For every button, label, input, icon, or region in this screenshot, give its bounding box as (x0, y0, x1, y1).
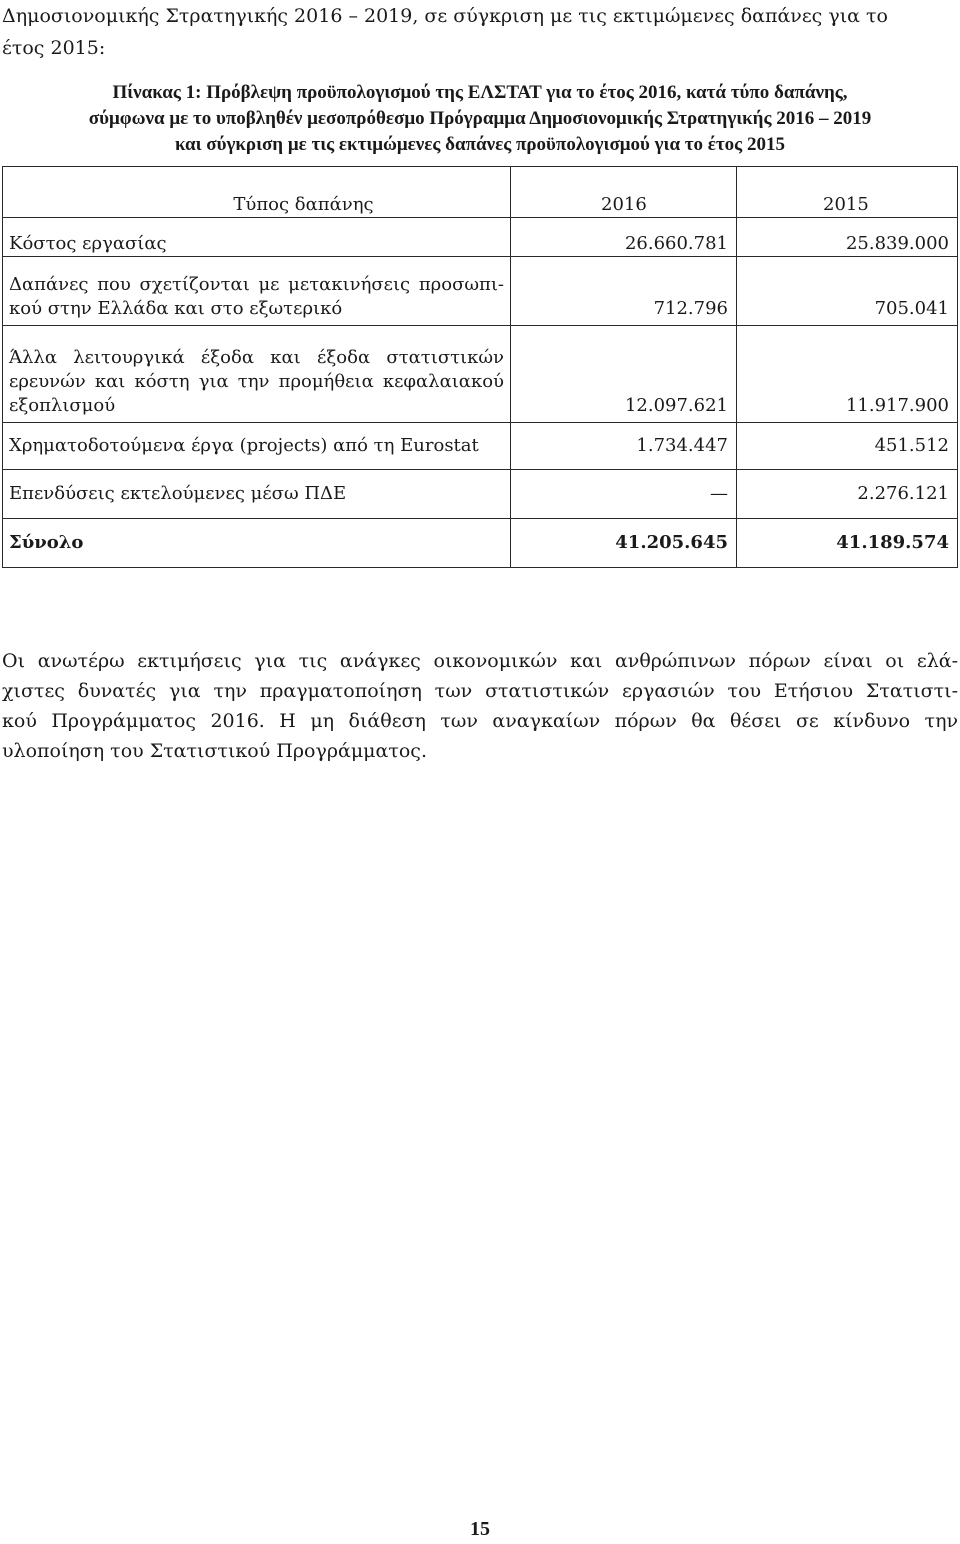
value-2015: 705.041 (737, 257, 958, 326)
total-2016: 41.205.645 (511, 519, 737, 568)
budget-table (2, 166, 958, 568)
body-line: κού Προγράμματος 2016. Η μη διάθεση των αναγκαίων πόρων θα θέσει σε κίνδυνο την (2, 710, 958, 732)
value-2016: 1.734.447 (511, 423, 737, 470)
value-2015: 11.917.900 (737, 326, 958, 423)
value-2016-dash: — (511, 470, 737, 519)
header-expense-type: Τύπος δαπάνης (3, 167, 511, 218)
value-2016: 712.796 (511, 257, 737, 326)
total-2015: 41.189.574 (737, 519, 958, 568)
row-label (3, 257, 511, 326)
row-label-line: κού στην Ελλάδα και στο εξωτερικό (9, 298, 343, 319)
table-row (3, 218, 958, 257)
value-2016: 12.097.621 (511, 326, 737, 423)
total-label: Σύνολο (3, 519, 511, 568)
value-2015: 451.512 (737, 423, 958, 470)
intro-paragraph (2, 0, 958, 64)
row-label-line: ερευνών και κόστη για την προμήθεια κεφαλαιακού (9, 371, 504, 392)
page-number: 15 (470, 1518, 490, 1540)
body-line: υλοποίηση του Στατιστικού Προγράμματος. (2, 740, 427, 762)
caption-line: Πίνακας 1: Πρόβλεψη προϋπολογισμού της ΕΛΣΤΑΤ για το έτος 2016, κατά τύπο δαπάνης, (112, 82, 848, 103)
intro-line: Δημοσιονομικής Στρατηγικής 2016 – 2019, σε σύγκριση με τις εκτιμώμενες δαπάνες για το (2, 5, 888, 27)
table-row (3, 257, 958, 326)
table-row (3, 470, 958, 519)
caption-line: και σύγκριση με τις εκτιμώμενες δαπάνες προϋπολογισμού για το έτος 2015 (175, 134, 785, 155)
table-row (3, 326, 958, 423)
table-row (3, 423, 958, 470)
body-line: Οι ανωτέρω εκτιμήσεις για τις ανάγκες οικονομικών και ανθρώπινων πόρων είναι οι ελά- (2, 650, 958, 672)
row-label: Κόστος εργασίας (3, 218, 511, 257)
caption-line: σύμφωνα με το υποβληθέν μεσοπρόθεσμο Πρόγραμμα Δημοσιονομικής Στρατηγικής 2016 – 2019 (88, 108, 872, 129)
body-paragraph (2, 646, 958, 766)
row-label-line: εξοπλισμού (9, 395, 116, 416)
row-label: Χρηματοδοτούμενα έργα (projects) από τη Eurostat (3, 423, 511, 470)
row-label: Επενδύσεις εκτελούμενες μέσω ΠΔΕ (3, 470, 511, 519)
intro-line: έτος 2015: (2, 37, 106, 59)
row-label-line: Άλλα λειτουργικά έξοδα και έξοδα στατιστικών (9, 347, 504, 368)
row-label (3, 326, 511, 423)
table-caption (0, 80, 960, 158)
value-2015: 2.276.121 (737, 470, 958, 519)
value-2016: 26.660.781 (511, 218, 737, 257)
value-2015: 25.839.000 (737, 218, 958, 257)
body-line: χιστες δυνατές για την πραγματοποίηση των στατιστικών εργασιών του Ετήσιου Στατιστι- (2, 680, 958, 702)
header-year-2015: 2015 (737, 167, 958, 218)
table-total-row (3, 519, 958, 568)
table-header-row (3, 167, 958, 218)
row-label-line: Δαπάνες που σχετίζονται με μετακινήσεις προσωπι- (9, 274, 504, 295)
header-year-2016: 2016 (511, 167, 737, 218)
